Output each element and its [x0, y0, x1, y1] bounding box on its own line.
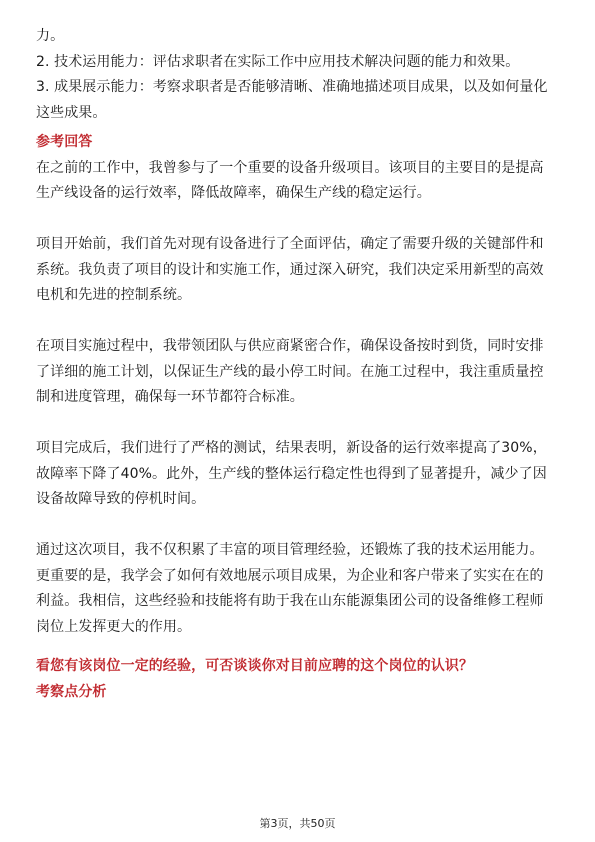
paragraph-line: 系统。我负责了项目的设计和实施工作，通过深入研究，我们决定采用新型的高效	[36, 261, 544, 278]
answer-paragraph	[36, 538, 564, 640]
paragraph-gap	[36, 309, 564, 335]
answer-paragraph	[36, 156, 564, 207]
paragraph-line: 更重要的是，我学会了如何有效地展示项目成果，为企业和客户带来了实实在在的	[36, 567, 544, 584]
paragraph-line: 项目开始前，我们首先对现有设备进行了全面评估，确定了需要升级的关键部件和	[36, 236, 544, 252]
paragraph-line: 在之前的工作中，我曾参与了一个重要的设备升级项目。该项目的主要目的是提高	[36, 159, 544, 176]
reference-answer-heading: 参考回答	[36, 134, 93, 150]
page-content	[36, 24, 564, 705]
paragraph-line: 在项目实施过程中，我带领团队与供应商紧密合作，确保设备按时到货，同时安排	[36, 338, 544, 354]
paragraph-gap	[36, 411, 564, 437]
answer-paragraph	[36, 334, 564, 411]
paragraph-line: 故障率下降了40%。此外，生产线的整体运行稳定性也得到了显著提升，减少了因	[36, 465, 547, 482]
paragraph-line: 设备故障导致的停机时间。	[36, 491, 206, 507]
page-number-footer: 第3页，共50页	[259, 817, 336, 830]
answer-paragraph	[36, 436, 564, 513]
paragraph-gap	[36, 513, 564, 539]
list-item: 这些成果。	[36, 104, 107, 121]
paragraph-line: 岗位上发挥更大的作用。	[36, 618, 192, 635]
paragraph-gap	[36, 207, 564, 233]
answer-paragraph	[36, 232, 564, 309]
paragraph-line: 通过这次项目，我不仅积累了丰富的项目管理经验，还锻炼了我的技术运用能力。	[36, 542, 544, 558]
paragraph-line: 了详细的施工计划，以保证生产线的最小停工时间。在施工过程中，我注重质量控	[36, 363, 544, 380]
paragraph-line: 生产线设备的运行效率，降低故障率，确保生产线的稳定运行。	[36, 185, 431, 201]
intro-continuation: 力。	[36, 28, 65, 44]
next-question-heading: 看您有该岗位一定的经验，可否谈谈你对目前应聘的这个岗位的认识？	[36, 658, 474, 674]
paragraph-line: 制和进度管理，确保每一环节都符合标准。	[36, 389, 304, 405]
paragraph-line: 电机和先进的控制系统。	[36, 287, 192, 303]
list-item: 2. 技术运用能力：评估求职者在实际工作中应用技术解决问题的能力和效果。	[36, 53, 520, 70]
paragraph-line: 利益。我相信，这些经验和技能将有助于我在山东能源集团公司的设备维修工程师	[36, 593, 544, 609]
paragraph-line: 项目完成后，我们进行了严格的测试，结果表明，新设备的运行效率提高了30%，	[36, 440, 547, 456]
analysis-heading: 考察点分析	[36, 683, 107, 700]
list-item: 3. 成果展示能力：考察求职者是否能够清晰、准确地描述项目成果，以及如何量化	[36, 79, 548, 95]
